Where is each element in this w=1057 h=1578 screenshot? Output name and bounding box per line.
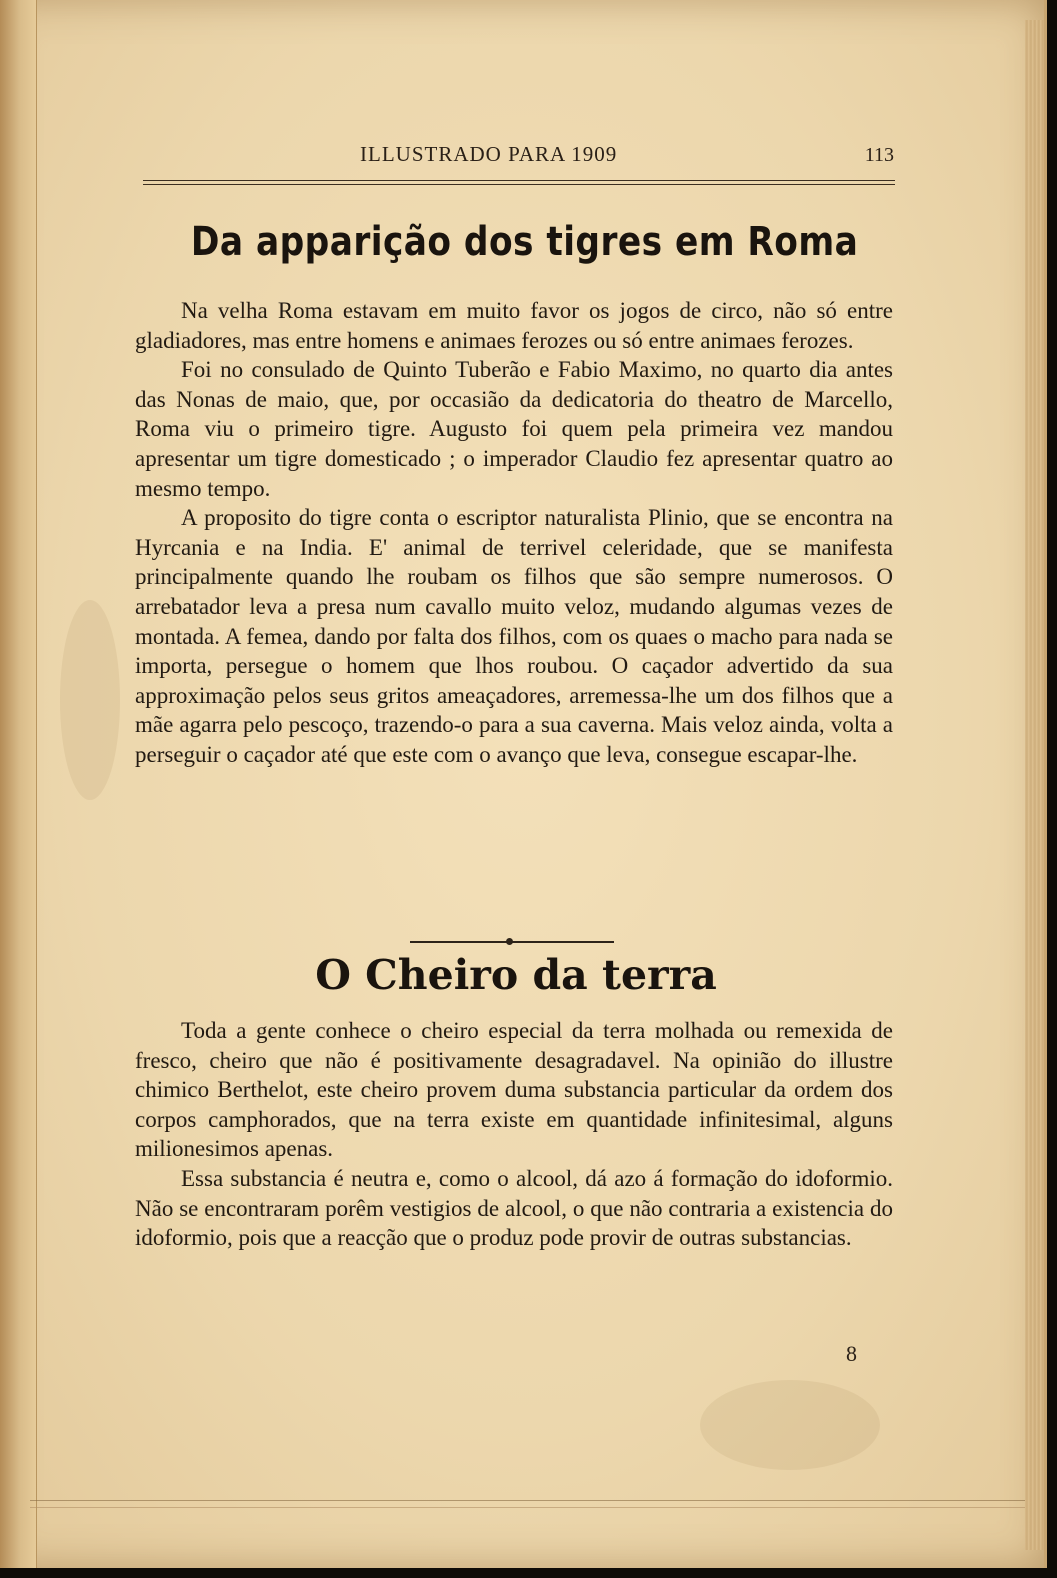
paragraph: Toda a gente conhece o cheiro especial da terra molhada ou remexida de fresco, cheiro que não é positivamente desagradavel. Na opinião do illustre chimico Berthelot, este cheiro provem duma substancia particular da ordem dos corpos camphorados, que na terra existe em quantidade infinitesimal, alguns milionesimos apenas. (135, 1018, 893, 1162)
article-title-tigres: Da apparição dos tigres em Roma (190, 219, 859, 265)
article-body-cheiro (135, 1016, 893, 1253)
paragraph: A proposito do tigre conta o escriptor naturalista Plinio, que se encontra na Hyrcania e na India. E' animal de terrivel celeridade, que se manifesta principalmente quando lhe roubam os filhos que são sempre numerosos. O arrebatador leva a presa num cavallo muito veloz, mudando algumas vezes de montada. A femea, dando por falta dos filhos, com os quaes o macho para nada se importa, persegue o homem que lhos roubou. O caçador advertido da sua approximação pelos seus gritos ameaçadores, arremessa-lhe um dos filhos que a mãe agarra pelo pescoço, trazendo-o para a sua caverna. Mais veloz ainda, volta a perseguir o caçador até que este com o avanço que leva, consegue escapar-lhe. (135, 505, 893, 767)
paper-stain (700, 1380, 880, 1470)
article-body-tigres (135, 296, 893, 770)
separator-ornament (506, 938, 513, 945)
page-number: 113 (864, 144, 894, 166)
page-fore-edge (1025, 20, 1044, 1550)
paragraph: Na velha Roma estavam em muito favor os jogos de circo, não só entre gladiadores, mas entre homens e animaes ferozes ou só entre animaes ferozes. (135, 298, 893, 353)
page-bottom-edge (30, 1500, 1025, 1508)
page-gutter (0, 0, 37, 1568)
paper-stain (60, 600, 120, 800)
signature-mark: 8 (846, 1341, 857, 1366)
article-title-cheiro: O Cheiro da terra (315, 951, 717, 999)
paragraph: Essa substancia é neutra e, como o alcool, dá azo á formação do idoformio. Não se encontraram porêm vestigios de alcool, o que não contraria a existencia do idoformio, pois que a reacção que o produz pode provir de outras substancias. (135, 1165, 893, 1251)
running-head (138, 140, 894, 176)
running-head-title: ILLUSTRADO PARA 1909 (360, 142, 618, 166)
paragraph: Foi no consulado de Quinto Tuberão e Fabio Maximo, no quarto dia antes das Nonas de maio, que, por occasião da dedicatoria do theatro de Marcello, Roma viu o primeiro tigre. Augusto foi quem pela primeira vez mandou apresentar um tigre domesticado ; o imperador Claudio fez apresentar quatro ao mesmo tempo. (135, 357, 893, 501)
header-rule (143, 180, 895, 185)
